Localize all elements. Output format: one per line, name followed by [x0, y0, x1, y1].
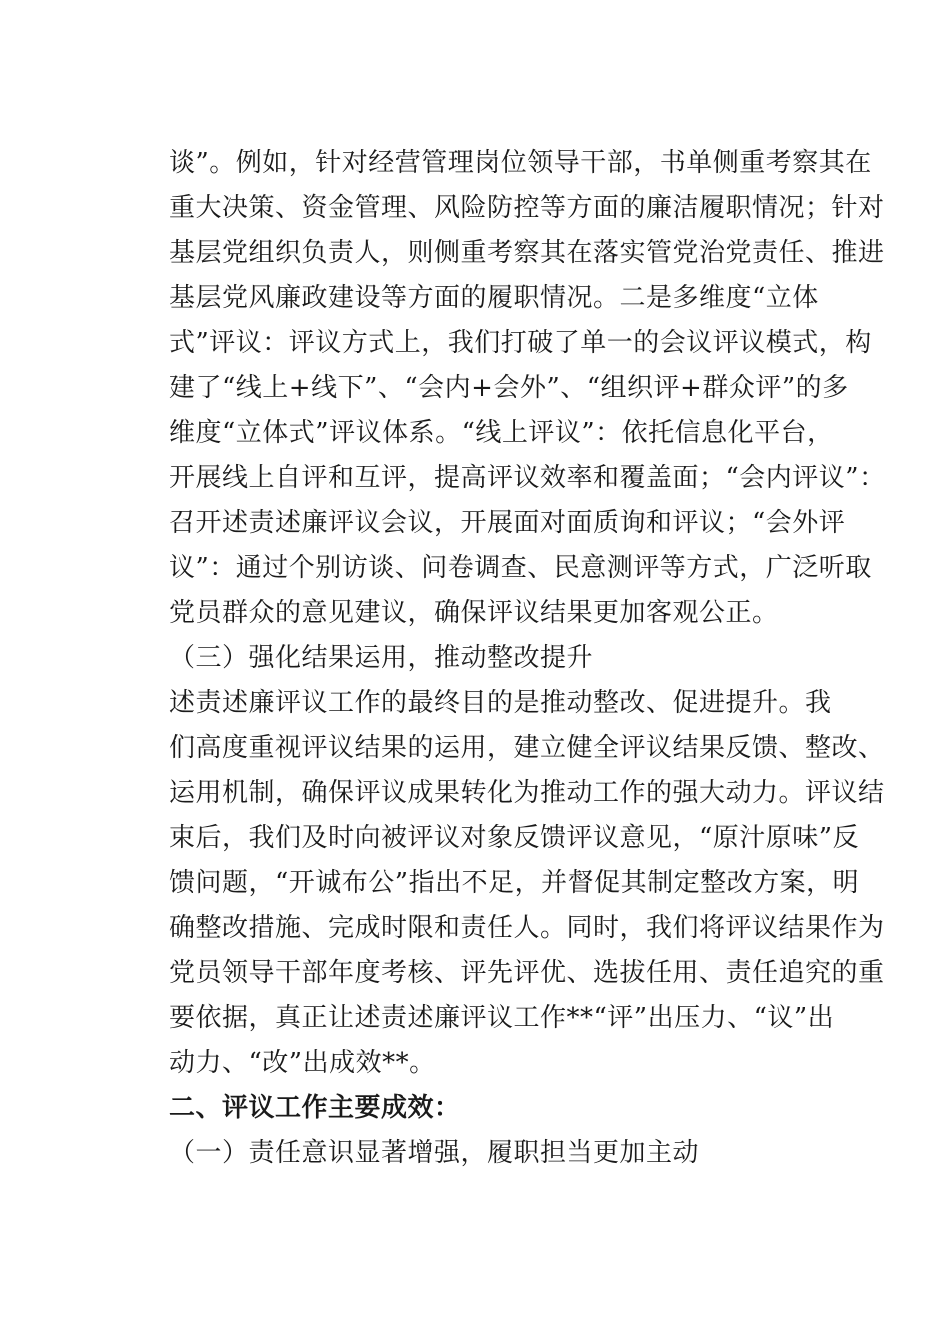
body-text-line: 确整改措施、完成时限和责任人。同时，我们将评议结果作为 [169, 913, 885, 943]
body-text-line: 们高度重视评议结果的运用，建立健全评议结果反馈、整改、 [169, 733, 885, 763]
body-text-line: 谈”。例如，针对经营管理岗位领导干部，书单侧重考察其在 [169, 148, 872, 178]
chapter-heading: 二、评议工作主要成效： [169, 1093, 461, 1123]
body-text-line: 建了“线上+线下”、“会内+会外”、“组织评+群众评”的多 [169, 373, 849, 403]
body-text-line: 述责述廉评议工作的最终目的是推动整改、促进提升。我 [169, 688, 832, 718]
body-text-line: 要依据，真正让述责述廉评议工作**“评”出压力、“议”出 [169, 1003, 835, 1033]
section-heading-1: （一）责任意识显著增强，履职担当更加主动 [169, 1138, 700, 1168]
body-text-line: 开展线上自评和互评，提高评议效率和覆盖面；“会内评议”： [169, 463, 886, 493]
body-text-line: 动力、“改”出成效**。 [169, 1048, 436, 1078]
body-text-line: 议”：通过个别访谈、问卷调查、民意测评等方式，广泛听取 [169, 553, 872, 583]
body-text-line: 党员领导干部年度考核、评先评优、选拔任用、责任追究的重 [169, 958, 885, 988]
section-heading-3: （三）强化结果运用，推动整改提升 [169, 643, 594, 673]
body-text-line: 运用机制，确保评议成果转化为推动工作的强大动力。评议结 [169, 778, 885, 808]
body-text-line: 式”评议：评议方式上，我们打破了单一的会议评议模式，构 [169, 328, 872, 358]
body-text-line: 重大决策、资金管理、风险防控等方面的廉洁履职情况；针对 [169, 193, 885, 223]
body-text-line: 馈问题，“开诚布公”指出不足，并督促其制定整改方案，明 [169, 868, 860, 898]
body-text-line: 基层党风廉政建设等方面的履职情况。二是多维度“立体 [169, 283, 819, 313]
body-text-line: 维度“立体式”评议体系。“线上评议”：依托信息化平台， [169, 418, 834, 448]
body-text-line: 召开述责述廉评议会议，开展面对面质询和评议；“会外评 [169, 508, 846, 538]
body-text-line: 基层党组织负责人，则侧重考察其在落实管党治党责任、推进 [169, 238, 885, 268]
body-text-line: 束后，我们及时向被评议对象反馈评议意见，“原汁原味”反 [169, 823, 860, 853]
body-text-line: 党员群众的意见建议，确保评议结果更加客观公正。 [169, 598, 779, 628]
